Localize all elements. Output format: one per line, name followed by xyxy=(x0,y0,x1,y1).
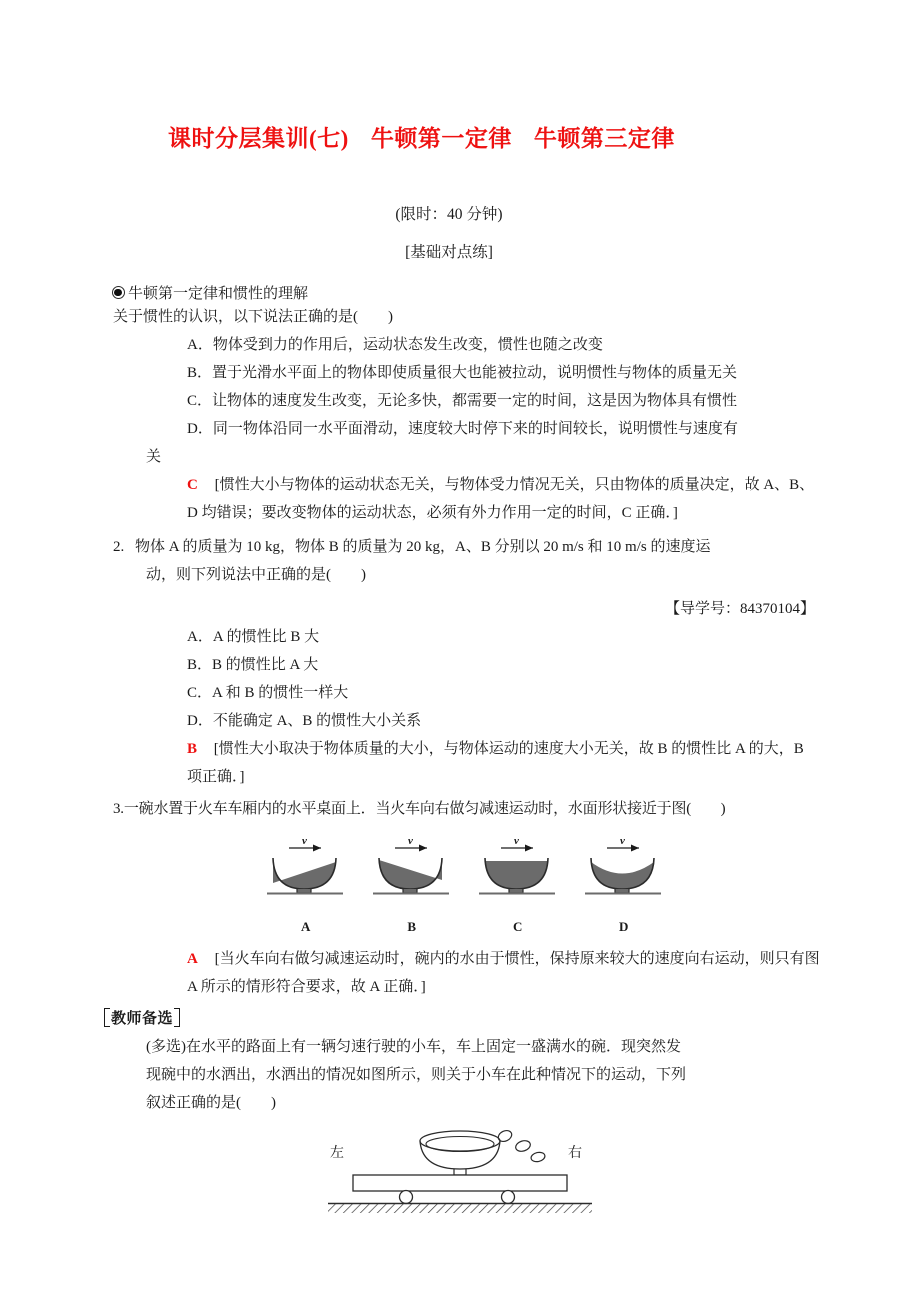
question-1-option-d-wrap: 关 xyxy=(146,449,162,466)
title-main: 课时分层集训(七) xyxy=(168,125,349,151)
question-2-reference-number: 【导学号：84370104】 xyxy=(664,601,815,618)
bowl-label-d: D xyxy=(619,919,629,935)
bowl-body xyxy=(420,1141,500,1169)
question-3-number: 3. xyxy=(113,801,124,818)
question-1-answer xyxy=(0,471,920,527)
question-3-answer-text: [当火车向右做匀减速运动时，碗内的水由于惯性，保持原来较大的速度向右运动，则只有图 A 所示的情形符合要求，故 A 正确．] xyxy=(187,951,820,996)
water-fill-b xyxy=(379,858,442,889)
cart-wheel-right xyxy=(502,1191,515,1204)
bowl-rim-inner xyxy=(426,1137,494,1152)
question-2 xyxy=(0,533,920,791)
question-1-option-a: A．物体受到力的作用后，运动状态发生改变，惯性也随之改变 xyxy=(187,337,603,354)
time-limit: (限时：40 分钟) xyxy=(395,206,503,224)
teacher-question-line3: 叙述正确的是( ) xyxy=(146,1095,276,1112)
direction-label-right: 右 xyxy=(568,1146,582,1162)
velocity-label-c: v xyxy=(514,835,519,848)
question-3-answer xyxy=(0,945,920,1001)
question-1-option-b: B．置于光滑水平面上的物体即使质量很大也能被拉动，说明惯性与物体的质量无关 xyxy=(187,365,738,382)
teacher-section-tag: 教师备选 xyxy=(104,1007,180,1028)
question-1-answer-letter: C xyxy=(187,477,198,494)
bowl-figure-d xyxy=(581,831,667,941)
question-1-answer-text: [惯性大小与物体的运动状态无关，与物体受力情况无关，只由物体的质量决定，故 A、B、D 均错误；要改变物体的运动状态，必须有外力作用一定的时间，C 正确．] xyxy=(187,477,815,522)
cart-with-bowl-diagram xyxy=(310,1127,610,1219)
bowl-a-diagram xyxy=(263,831,349,905)
water-fill-d xyxy=(591,858,654,889)
question-2-option-c: C．A 和 B 的惯性一样大 xyxy=(187,685,349,702)
teacher-question-line1: (多选)在水平的路面上有一辆匀速行驶的小车，车上固定一盛满水的碗．现突然发 xyxy=(146,1039,681,1056)
title-sub1: 牛顿第一定律 xyxy=(370,125,512,151)
water-droplet-3 xyxy=(530,1151,546,1163)
water-droplet-2 xyxy=(514,1139,531,1153)
question-1-option-c: C．让物体的速度发生改变，无论多快，都需要一定的时间，这是因为物体具有惯性 xyxy=(187,393,738,410)
teacher-question xyxy=(0,1033,920,1117)
water-droplet-1 xyxy=(497,1129,514,1144)
bowl-foot-b xyxy=(403,889,417,893)
velocity-label-d: v xyxy=(620,835,625,848)
teacher-section xyxy=(0,1001,920,1219)
bowl-foot-d xyxy=(615,889,629,893)
question-2-answer-text: [惯性大小取决于物体质量的大小，与物体运动的速度大小无关，故 B 的惯性比 A 的大，B 项正确．] xyxy=(187,741,804,786)
question-3-answer-letter: A xyxy=(187,951,198,968)
direction-label-left: 左 xyxy=(330,1146,344,1162)
bowl-base xyxy=(454,1169,466,1175)
cart-wheel-left xyxy=(400,1191,413,1204)
water-fill-c xyxy=(485,858,548,889)
bowl-figure-b xyxy=(369,831,455,941)
velocity-label-a: v xyxy=(302,835,307,848)
velocity-arrow-head-d xyxy=(631,845,639,852)
question-2-option-b: B．B 的惯性比 A 大 xyxy=(187,657,319,674)
question-2-stem-line1 xyxy=(0,533,920,561)
question-2-number: 2. xyxy=(113,539,125,556)
filled-ring-bullet-icon xyxy=(112,286,125,299)
bowl-foot-a xyxy=(297,889,311,893)
bowl-figure-row xyxy=(0,831,920,941)
cart-figure xyxy=(0,1127,920,1219)
ground-hatching xyxy=(328,1204,592,1213)
bowl-figure-a xyxy=(263,831,349,941)
velocity-arrow-head-b xyxy=(419,845,427,852)
question-2-answer xyxy=(0,735,920,791)
section-heading: [基础对点练] xyxy=(405,244,493,262)
title-sub2: 牛顿第三定律 xyxy=(533,125,675,151)
bowl-figure-c xyxy=(475,831,561,941)
bowl-b-diagram xyxy=(369,831,455,905)
question-1-option-d: D．同一物体沿同一水平面滑动，速度较大时停下来的时间较长，说明惯性与速度有 xyxy=(187,421,738,438)
question-2-answer-letter: B xyxy=(187,741,198,758)
bowl-foot-c xyxy=(509,889,523,893)
bowl-label-c: C xyxy=(513,919,523,935)
velocity-label-b: v xyxy=(408,835,413,848)
bowl-label-a: A xyxy=(301,919,311,935)
question-1 xyxy=(0,303,920,527)
topic-label: 牛顿第一定律和惯性的理解 xyxy=(128,286,309,303)
bowl-d-diagram xyxy=(581,831,667,905)
bowl-label-b: B xyxy=(407,919,417,935)
question-2-option-a: A．A 的惯性比 B 大 xyxy=(187,629,320,646)
cart-platform xyxy=(353,1175,567,1191)
teacher-question-line2: 现碗中的水洒出，水洒出的情况如图所示，则关于小车在此种情况下的运动，下列 xyxy=(146,1067,687,1084)
question-3-stem xyxy=(0,795,920,823)
velocity-arrow-head-a xyxy=(313,845,321,852)
bowl-c-diagram xyxy=(475,831,561,905)
water-fill-a xyxy=(273,858,336,889)
question-2-stem-text1: 物体 A 的质量为 10 kg，物体 B 的质量为 20 kg，A、B 分别以 20 m/s 和 10 m/s 的速度运 xyxy=(135,539,711,556)
question-2-option-d: D．不能确定 A、B 的惯性大小关系 xyxy=(187,713,422,730)
question-3 xyxy=(0,795,920,1001)
question-1-stem: 关于惯性的认识，以下说法正确的是( ) xyxy=(113,309,393,326)
page-title xyxy=(0,0,920,182)
question-2-stem-line2: 动，则下列说法中正确的是( ) xyxy=(146,567,366,584)
topic-heading xyxy=(0,282,920,303)
velocity-arrow-head-c xyxy=(525,845,533,852)
question-3-stem-text: 一碗水置于火车车厢内的水平桌面上．当火车向右做匀减速运动时，水面形状接近于图( ) xyxy=(123,801,726,818)
